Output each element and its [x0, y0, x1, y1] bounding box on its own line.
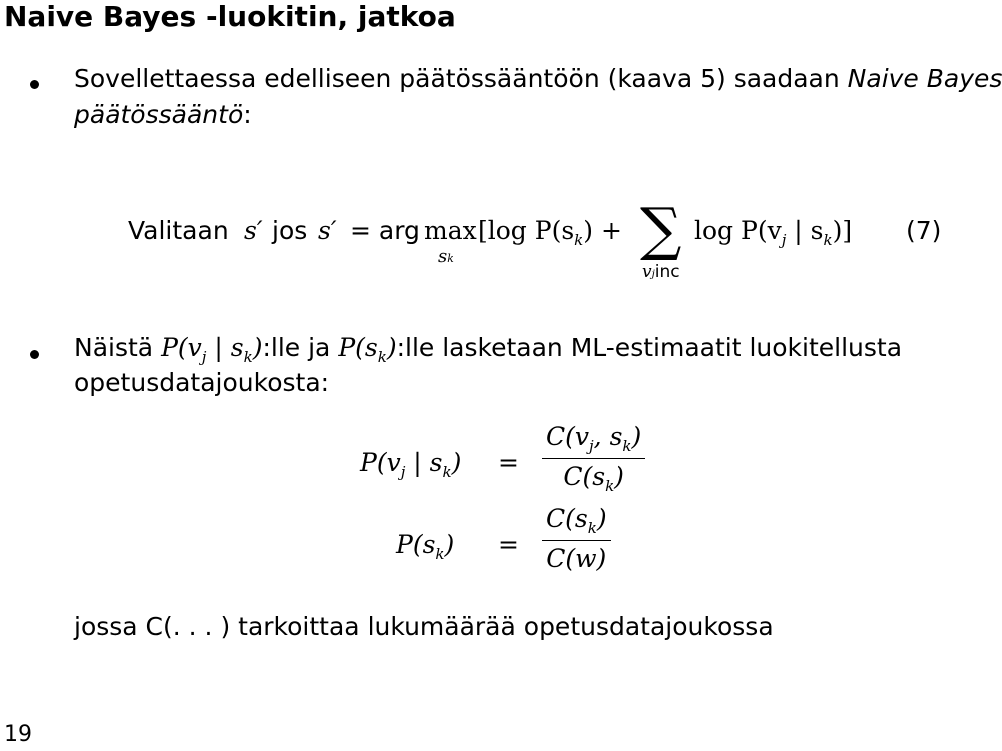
eq2-fraction: [542, 504, 611, 573]
bullet1-line2-suffix: :: [243, 100, 252, 129]
formula7-s-prime: s′: [244, 216, 263, 245]
formula7-expr-left: [log $P(s_k)$ +: [478, 216, 622, 249]
eq1-denominator: $C(s_k)$: [563, 462, 624, 495]
bullet1-italic: Naive Bayes: [847, 64, 1002, 93]
formula7-equals-arg: = arg: [350, 216, 420, 245]
page-number: 19: [4, 722, 32, 747]
eq2-equals: =: [498, 530, 519, 559]
bullet2-line1: Näistä $P(v_j$ | $s_k):lle$ ja $P(s_k):lle$ lasketaan ML-estimaatit luokitellusta: [74, 333, 903, 366]
formula7-sigma-subscript: vjinc: [642, 262, 680, 282]
slide-title: Naive Bayes -luokitin, jatkoa: [4, 0, 456, 33]
eq2-denominator: C(w): [546, 544, 607, 573]
eq1-lhs: $P(v_j$ | $s_k$): [360, 448, 462, 481]
eq1-numerator: $C(v_j$, $s_k$): [542, 422, 645, 459]
formula7-expr-right: $\log P(v_j$ | $s_k$)]: [694, 216, 853, 249]
formula7-max-subscript: sk: [438, 246, 454, 267]
formula7-s-prime-2: s′: [318, 216, 337, 245]
bullet1-line2-italic: päätössääntö: [74, 100, 244, 129]
bullet1-text: Sovellettaessa edelliseen päätössääntöön (kaava 5) saadaan: [74, 64, 848, 93]
bullet-dot-1: [30, 80, 39, 89]
formula7-sigma: ∑: [640, 195, 682, 263]
bullet1-line2: [74, 100, 252, 129]
bullet-dot-2: [30, 350, 39, 359]
footer-note: jossa C(. . . ) tarkoittaa lukumäärää opetusdatajoukossa: [74, 612, 774, 641]
formula7-number: (7): [906, 216, 942, 245]
bullet1-line1: [74, 64, 1002, 93]
eq1-equals: =: [498, 448, 519, 477]
formula7-jos: jos: [272, 216, 308, 245]
eq2-numerator: $C(s_k)$: [542, 504, 611, 541]
formula7-valitaan: Valitaan: [128, 216, 229, 245]
eq1-fraction: [542, 422, 645, 495]
eq2-lhs: $P(s_k)$: [396, 530, 455, 563]
bullet2-line2: opetusdatajoukosta:: [74, 368, 330, 397]
formula7-max: max: [424, 216, 477, 245]
